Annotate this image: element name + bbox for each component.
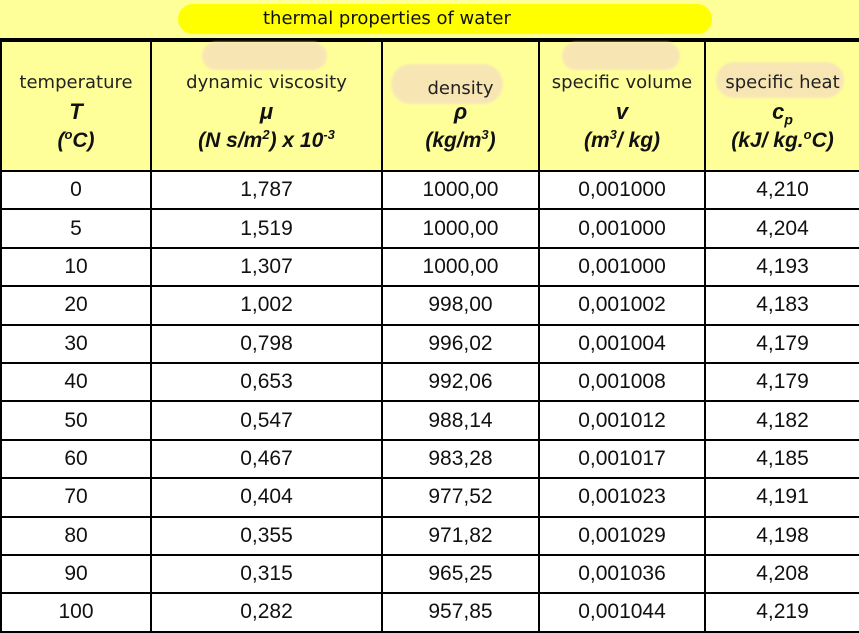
temperature-cell: 80 [1,517,151,555]
column-symbol: ρ [453,99,468,124]
specific-volume-cell: 0,001002 [539,286,705,324]
viscosity-cell: 0,315 [151,555,382,593]
specific-heat-cell: 4,179 [705,325,859,363]
specific-volume-cell: 0,001000 [539,171,705,209]
column-unit: (N $s/m^2$) x $10^{-3}$ [198,127,335,152]
table-row [1,171,859,209]
density-cell: 965,25 [382,555,539,593]
table-row [1,325,859,363]
column-symbol: μ [259,99,274,124]
viscosity-cell: 0,404 [151,478,382,516]
specific-heat-cell: 4,191 [705,478,859,516]
header-specific-heat [705,41,859,171]
viscosity-cell: 1,787 [151,171,382,209]
viscosity-cell: 1,002 [151,286,382,324]
specific-heat-cell: 4,183 [705,286,859,324]
viscosity-cell: 0,653 [151,363,382,401]
density-cell: 996,02 [382,325,539,363]
temperature-cell: 70 [1,478,151,516]
specific-volume-cell: 0,001029 [539,517,705,555]
column-name: temperature [19,72,133,93]
header-density [382,41,539,171]
specific-volume-cell: 0,001004 [539,325,705,363]
temperature-cell: 100 [1,593,151,631]
specific-volume-cell: 0,001000 [539,209,705,247]
column-unit: ($m^3/$ kg) [583,127,661,152]
viscosity-cell: 1,307 [151,248,382,286]
column-unit: (kJ/ kg.$^o$C) [731,127,834,152]
specific-heat-cell: 4,198 [705,517,859,555]
temperature-cell: 20 [1,286,151,324]
density-cell: 1000,00 [382,171,539,209]
density-cell: 988,14 [382,401,539,439]
density-cell: 983,28 [382,440,539,478]
column-symbol: $c_p$ [772,99,793,128]
column-name: dynamic viscosity [186,72,347,93]
specific-heat-cell: 4,219 [705,593,859,631]
table-row [1,555,859,593]
specific-heat-cell: 4,204 [705,209,859,247]
specific-volume-cell: 0,001023 [539,478,705,516]
column-unit: $(kg/m^3)$ [425,127,496,152]
header-temperature [1,41,151,171]
temperature-cell: 30 [1,325,151,363]
specific-volume-cell: 0,001012 [539,401,705,439]
table-row [1,248,859,286]
viscosity-cell: 0,282 [151,593,382,631]
title-band [0,0,859,40]
density-cell: 977,52 [382,478,539,516]
temperature-cell: 0 [1,171,151,209]
density-cell: 957,85 [382,593,539,631]
properties-table [0,40,859,633]
column-unit: ($^o$C) [57,127,95,152]
specific-heat-cell: 4,210 [705,171,859,209]
table-row [1,440,859,478]
specific-heat-cell: 4,185 [705,440,859,478]
temperature-cell: 5 [1,209,151,247]
specific-volume-cell: 0,001017 [539,440,705,478]
specific-heat-cell: 4,193 [705,248,859,286]
temperature-cell: 90 [1,555,151,593]
specific-volume-cell: 0,001008 [539,363,705,401]
column-name: specific volume [551,72,693,93]
temperature-cell: 50 [1,401,151,439]
density-cell: 1000,00 [382,248,539,286]
table-row [1,363,859,401]
density-cell: 971,82 [382,517,539,555]
table-row [1,401,859,439]
table-row [1,478,859,516]
table-row [1,593,859,631]
specific-volume-cell: 0,001044 [539,593,705,631]
column-symbol: v [615,99,629,124]
table-row [1,517,859,555]
header-row [1,41,859,171]
density-cell: 1000,00 [382,209,539,247]
temperature-cell: 60 [1,440,151,478]
density-cell: 998,00 [382,286,539,324]
page-title: thermal properties of water [263,8,511,29]
specific-heat-cell: 4,179 [705,363,859,401]
viscosity-cell: 1,519 [151,209,382,247]
viscosity-cell: 0,798 [151,325,382,363]
density-cell: 992,06 [382,363,539,401]
column-name: specific heat [725,72,840,93]
specific-heat-cell: 4,182 [705,401,859,439]
temperature-cell: 10 [1,248,151,286]
column-name: density [427,78,494,99]
specific-volume-cell: 0,001000 [539,248,705,286]
header-specific-volume [539,41,705,171]
temperature-cell: 40 [1,363,151,401]
specific-heat-cell: 4,208 [705,555,859,593]
viscosity-cell: 0,467 [151,440,382,478]
specific-volume-cell: 0,001036 [539,555,705,593]
header-dynamic-viscosity [151,41,382,171]
viscosity-cell: 0,355 [151,517,382,555]
table-row [1,286,859,324]
column-symbol: T [69,99,83,124]
viscosity-cell: 0,547 [151,401,382,439]
table-row [1,209,859,247]
